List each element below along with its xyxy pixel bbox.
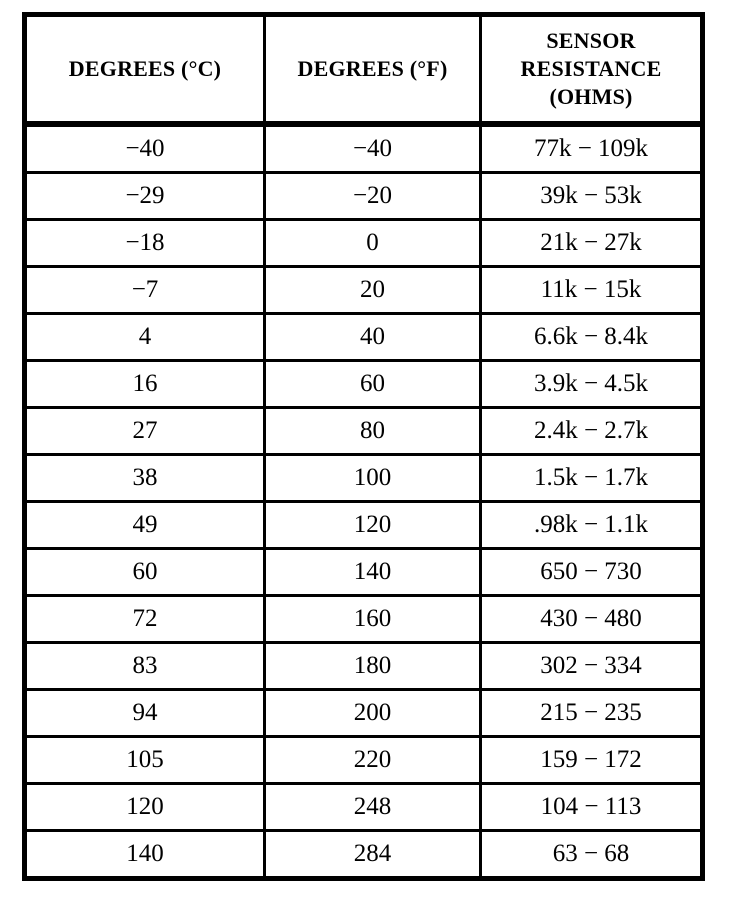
cell-fahrenheit: 200 xyxy=(265,690,481,737)
table-row xyxy=(25,737,703,784)
cell-fahrenheit: 160 xyxy=(265,596,481,643)
cell-fahrenheit: 80 xyxy=(265,408,481,455)
sensor-resistance-table xyxy=(22,12,705,881)
table-row xyxy=(25,124,703,173)
table-row xyxy=(25,596,703,643)
cell-celsius: −40 xyxy=(25,124,265,173)
cell-fahrenheit: 248 xyxy=(265,784,481,831)
cell-resistance: 6.6k − 8.4k xyxy=(481,314,703,361)
table-row xyxy=(25,455,703,502)
cell-fahrenheit: −40 xyxy=(265,124,481,173)
table-row xyxy=(25,690,703,737)
table-row xyxy=(25,502,703,549)
cell-celsius: 120 xyxy=(25,784,265,831)
cell-resistance: 11k − 15k xyxy=(481,267,703,314)
cell-fahrenheit: −20 xyxy=(265,173,481,220)
table-body xyxy=(25,124,703,879)
header-degrees-celsius: DEGREES (°C) xyxy=(25,15,265,125)
cell-fahrenheit: 0 xyxy=(265,220,481,267)
cell-celsius: 16 xyxy=(25,361,265,408)
table-row xyxy=(25,408,703,455)
cell-celsius: 38 xyxy=(25,455,265,502)
cell-celsius: −29 xyxy=(25,173,265,220)
table-row xyxy=(25,549,703,596)
cell-resistance: 215 − 235 xyxy=(481,690,703,737)
cell-celsius: 83 xyxy=(25,643,265,690)
cell-celsius: 72 xyxy=(25,596,265,643)
table-row xyxy=(25,643,703,690)
cell-resistance: 39k − 53k xyxy=(481,173,703,220)
cell-fahrenheit: 20 xyxy=(265,267,481,314)
table-row xyxy=(25,361,703,408)
cell-resistance: .98k − 1.1k xyxy=(481,502,703,549)
table-row xyxy=(25,831,703,879)
cell-resistance: 77k − 109k xyxy=(481,124,703,173)
cell-celsius: −7 xyxy=(25,267,265,314)
cell-resistance: 104 − 113 xyxy=(481,784,703,831)
cell-celsius: 27 xyxy=(25,408,265,455)
header-resistance-line-1: SENSOR xyxy=(546,28,636,53)
cell-resistance: 650 − 730 xyxy=(481,549,703,596)
cell-celsius: 140 xyxy=(25,831,265,879)
cell-fahrenheit: 180 xyxy=(265,643,481,690)
cell-fahrenheit: 60 xyxy=(265,361,481,408)
cell-resistance: 159 − 172 xyxy=(481,737,703,784)
cell-celsius: −18 xyxy=(25,220,265,267)
cell-resistance: 302 − 334 xyxy=(481,643,703,690)
cell-fahrenheit: 100 xyxy=(265,455,481,502)
header-sensor-resistance xyxy=(481,15,703,125)
cell-resistance: 2.4k − 2.7k xyxy=(481,408,703,455)
cell-resistance: 63 − 68 xyxy=(481,831,703,879)
cell-resistance: 3.9k − 4.5k xyxy=(481,361,703,408)
cell-celsius: 4 xyxy=(25,314,265,361)
cell-resistance: 430 − 480 xyxy=(481,596,703,643)
cell-celsius: 49 xyxy=(25,502,265,549)
cell-fahrenheit: 40 xyxy=(265,314,481,361)
cell-resistance: 1.5k − 1.7k xyxy=(481,455,703,502)
cell-celsius: 105 xyxy=(25,737,265,784)
header-resistance-line-3: (OHMS) xyxy=(549,84,633,109)
cell-fahrenheit: 284 xyxy=(265,831,481,879)
table-header-row xyxy=(25,15,703,125)
header-degrees-fahrenheit: DEGREES (°F) xyxy=(265,15,481,125)
cell-fahrenheit: 120 xyxy=(265,502,481,549)
table-row xyxy=(25,784,703,831)
cell-fahrenheit: 140 xyxy=(265,549,481,596)
cell-resistance: 21k − 27k xyxy=(481,220,703,267)
document-page xyxy=(22,12,700,880)
table-row xyxy=(25,220,703,267)
header-resistance-line-2: RESISTANCE xyxy=(520,56,662,81)
table-row xyxy=(25,173,703,220)
cell-celsius: 94 xyxy=(25,690,265,737)
cell-celsius: 60 xyxy=(25,549,265,596)
table-row xyxy=(25,267,703,314)
table-row xyxy=(25,314,703,361)
cell-fahrenheit: 220 xyxy=(265,737,481,784)
